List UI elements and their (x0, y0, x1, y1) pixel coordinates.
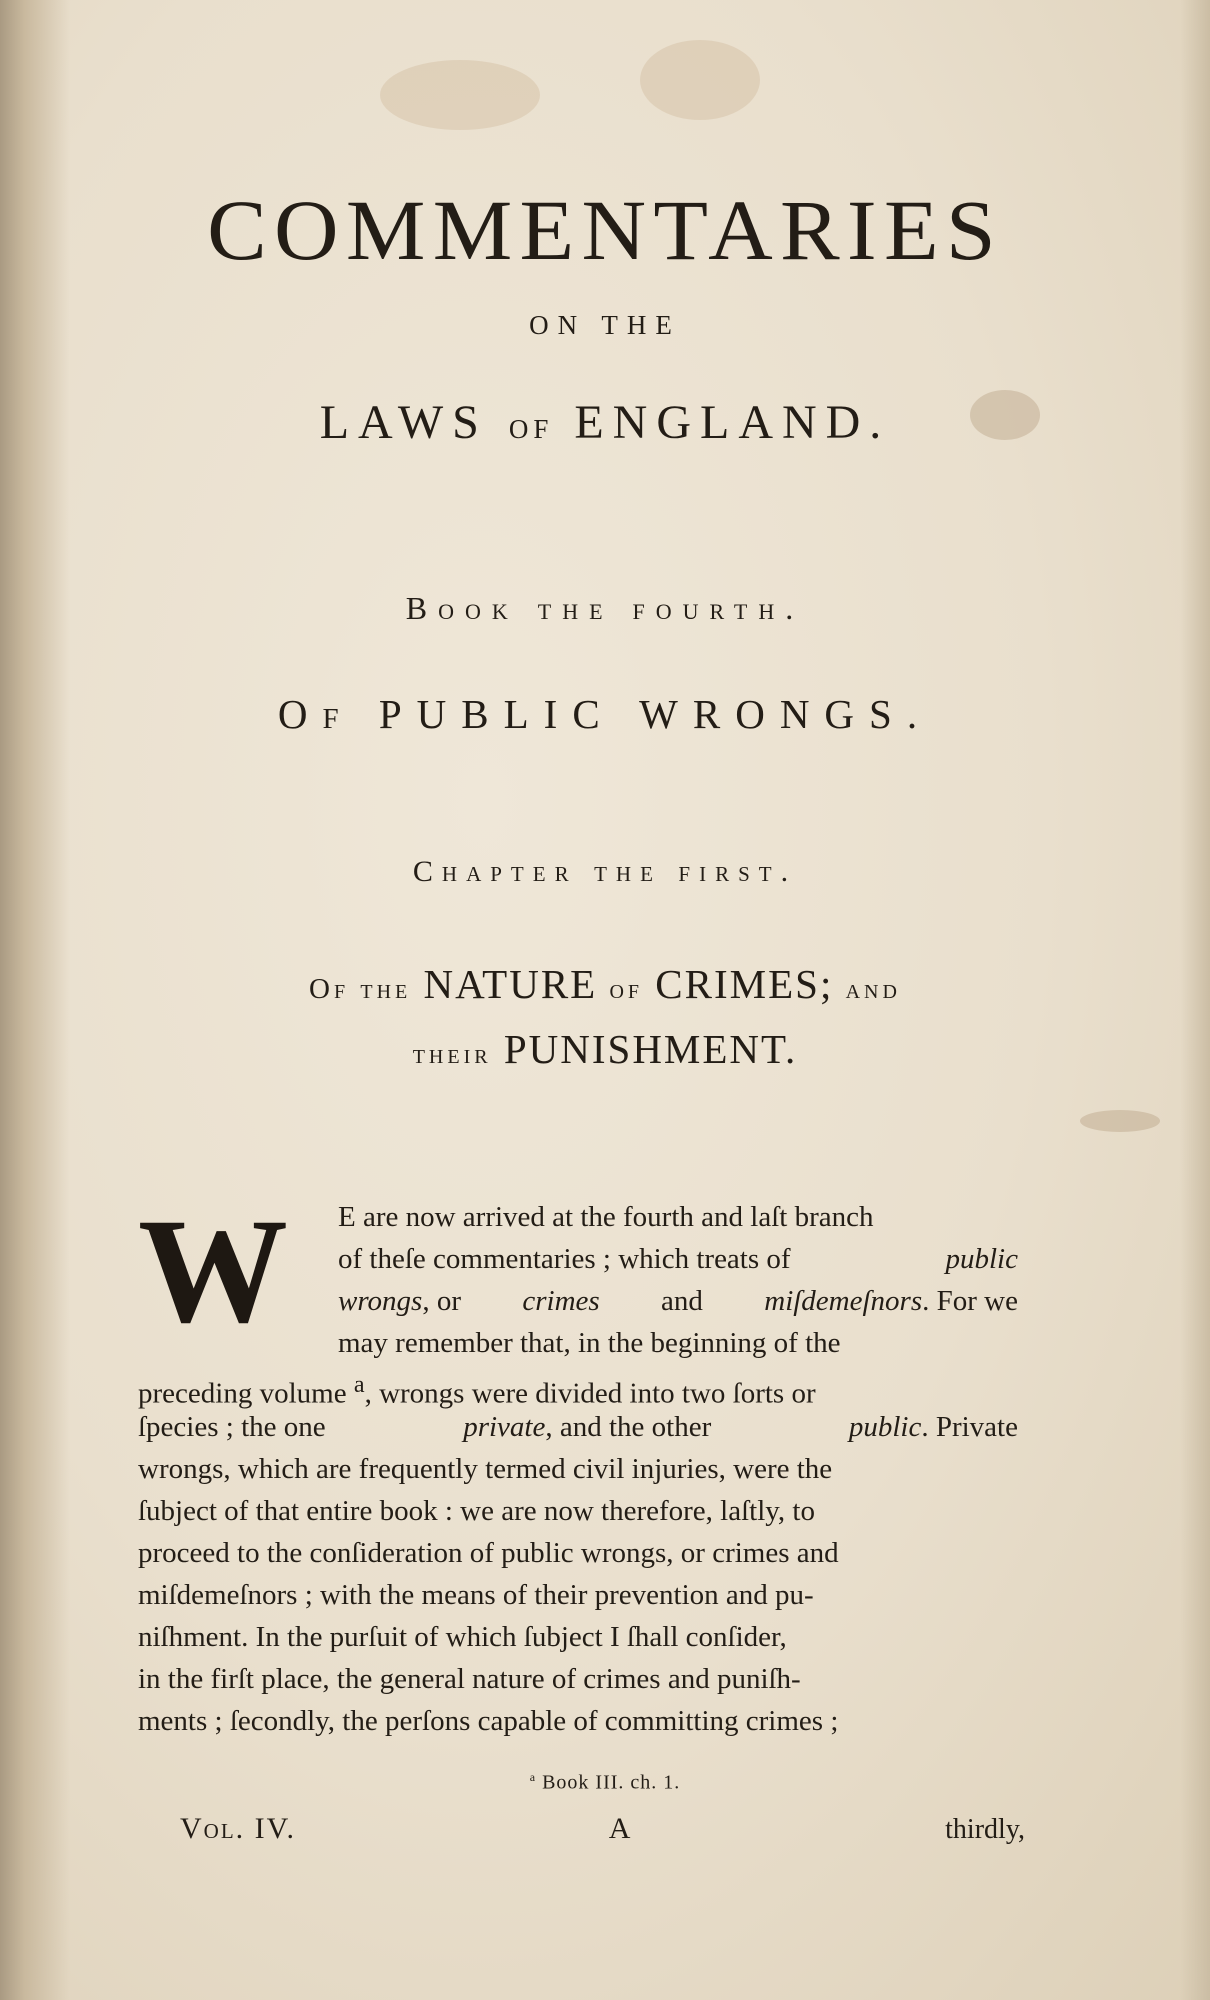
body-line (138, 1196, 1018, 1238)
chapter-title-and: and (845, 973, 901, 1005)
body-text-segment: . Private (921, 1411, 1018, 1443)
body-line (138, 1448, 1018, 1490)
body-text-segment: preceding volume (138, 1377, 347, 1410)
body-text-segment: miſdemeſnors ; with the means of their prevention and pu- (138, 1579, 814, 1611)
drop-cap-initial: W (138, 1188, 288, 1354)
body-line (138, 1280, 1018, 1322)
signature-mark: A (608, 1812, 633, 1845)
title-laws-of-england (0, 395, 1210, 450)
body-text-segment: ſpecies ; the one (138, 1411, 326, 1443)
catchword: thirdly, (945, 1814, 1025, 1845)
body-text-segment: and (661, 1285, 703, 1317)
body-line (138, 1322, 1018, 1364)
body-line (138, 1574, 1018, 1616)
page-footer (180, 1812, 1025, 1846)
body-text-segment: of theſe commentaries ; which treats of (338, 1243, 791, 1275)
body-line (138, 1490, 1018, 1532)
foxing-stain (640, 40, 760, 120)
subject-heading: Of PUBLIC WRONGS. (277, 691, 933, 737)
body-line (138, 1364, 1018, 1410)
body-line (138, 1658, 1018, 1700)
body-text-italic: wrongs (338, 1285, 423, 1317)
title-england: ENGLAND. (574, 396, 891, 449)
body-text-italic: public (848, 1411, 922, 1443)
body-text-segment: niſhment. In the purſuit of which ſubject I ſhall conſider, (138, 1621, 787, 1653)
footnote-text: Book III. ch. 1. (542, 1771, 681, 1794)
body-text-segment: E are now arrived at the fourth and laſt branch (338, 1201, 874, 1233)
body-text-segment (138, 1364, 816, 1410)
foxing-stain (380, 60, 540, 130)
body-text-segment: , wrongs were divided into two ſorts or (364, 1377, 816, 1410)
body-text-segment: ſubject of that entire book : we are now therefore, laſtly, to (138, 1495, 815, 1527)
body-text-segment: , or (422, 1285, 462, 1317)
chapter-title-nature: NATURE (423, 961, 598, 1007)
footnote-marker: a (529, 1770, 537, 1784)
body-text-segment: in the firſt place, the general nature of crimes and puniſh- (138, 1663, 801, 1695)
body-line (138, 1238, 1018, 1280)
body-text-italic: miſdemeſnors (764, 1285, 923, 1317)
chapter-title-line-1 (0, 960, 1210, 1008)
title-laws: LAWS (319, 396, 488, 449)
body-text-segment: ments ; ſecondly, the perſons capable of committing crimes ; (138, 1705, 839, 1737)
chapter-title-line-2 (0, 1025, 1210, 1073)
body-text-segment: proceed to the conſideration of public wrongs, or crimes and (138, 1537, 839, 1569)
body-text-segment: , and the other (545, 1411, 712, 1443)
body-text-segment (849, 1406, 1018, 1448)
footnote (0, 1770, 1210, 1795)
body-text-italic: crimes (522, 1285, 600, 1317)
title-of: OF (508, 414, 554, 444)
body-text-segment: may remember that, in the beginning of the (338, 1327, 841, 1359)
body-text-segment (338, 1280, 461, 1322)
body-line (138, 1700, 1018, 1742)
title-commentaries: COMMENTARIES (207, 182, 1003, 278)
body-line (138, 1532, 1018, 1574)
body-text-italic: private (463, 1411, 546, 1443)
body-line (138, 1616, 1018, 1658)
chapter-title-their: their (412, 1038, 492, 1070)
book-heading: Book the fourth. (405, 590, 805, 626)
chapter-title-punishment: PUNISHMENT. (503, 1026, 798, 1072)
body-text-segment: . For we (922, 1285, 1018, 1317)
foxing-stain (1080, 1110, 1160, 1132)
body-paragraph (138, 1188, 1018, 1742)
body-line (138, 1406, 1018, 1448)
title-on-the: ON THE (529, 310, 681, 340)
body-text-segment: wrongs, which are frequently termed civil injuries, were the (138, 1453, 833, 1485)
chapter-title-crimes: CRIMES; (655, 961, 834, 1007)
body-text-italic: public (945, 1243, 1018, 1275)
chapter-heading: Chapter the first. (412, 855, 798, 888)
volume-label: Vol. IV. (180, 1812, 296, 1845)
chapter-title-of-the: Of the (309, 973, 412, 1005)
chapter-title-of: of (609, 973, 644, 1005)
body-text-segment (764, 1280, 1018, 1322)
body-text-segment (463, 1406, 711, 1448)
footnote-marker: a (353, 1371, 365, 1398)
